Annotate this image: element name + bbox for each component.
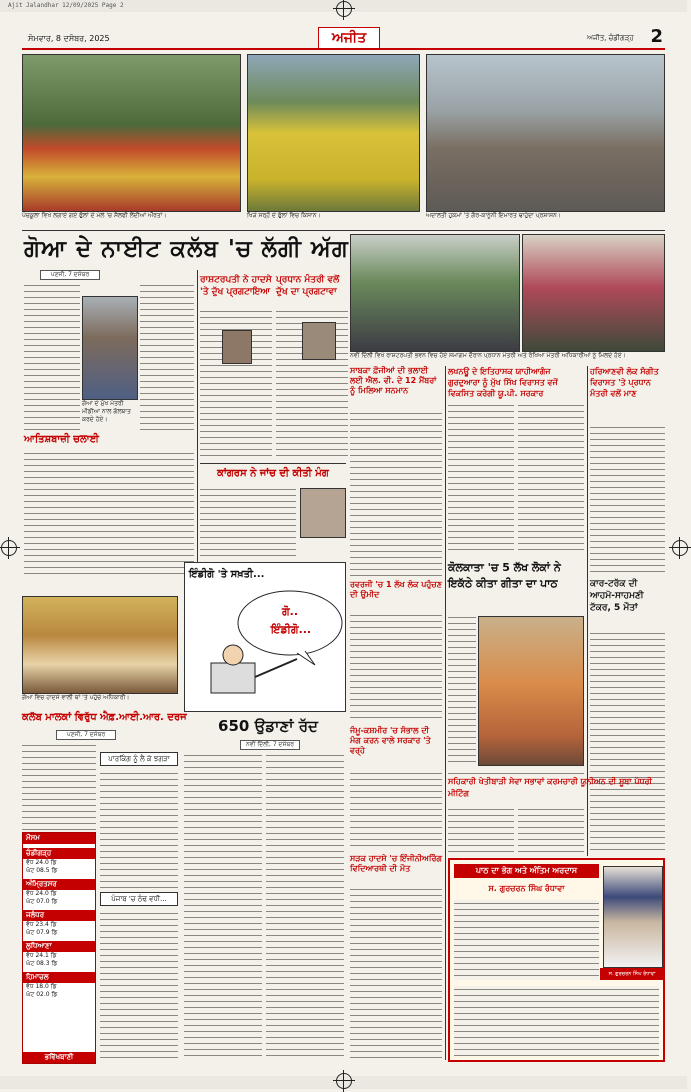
ceremony-caption: ਨਵੀਂ ਦਿੱਲੀ ਵਿਖੇ ਰਾਸ਼ਟਰਪਤੀ ਭਵਨ ਵਿਚ ਹੋਏ ਸਮਾਗਮ ਦੌਰਾਨ ਪ੍ਰਧਾਨ ਮੰਤਰੀ ਅਤੇ ਰੱਖਿਆ ਮੰਤਰੀ ਅਧਿਕਾਰੀਆਂ ਨੂੰ ਮਿਲਦੇ ਹੋਏ।: [350, 352, 665, 362]
ad-body-1: [454, 900, 599, 980]
flights-body-col-2: [266, 752, 344, 1060]
col-a-body-1: [350, 410, 442, 576]
gita-path-photo: [478, 616, 584, 766]
cartoon-title: ਇੰਡੀਗੋ 'ਤੇ ਸਖ਼ਤੀ...: [189, 569, 265, 580]
weather-city-name: ਲੁਧਿਆਣਾ: [23, 941, 95, 952]
club-case-byline: ਪਣਜੀ, 7 ਦਸੰਬਰ: [56, 730, 116, 740]
flights-headline: 650 ਉਡਾਣਾਂ ਰੱਦ: [218, 717, 318, 735]
weather-min: ਘੱਟ 07.9 ਡਿ: [26, 929, 58, 936]
president-headline: ਰਾਸ਼ਟਰਪਤੀ ਨੇ ਹਾਦਸੇ 'ਤੇ ਦੁੱਖ ਪ੍ਰਗਟਾਇਆ: [200, 275, 272, 297]
section-rule: [22, 230, 665, 231]
lead-body-col-1: [24, 282, 80, 432]
club-case-body-1: [22, 742, 96, 830]
col-c-body-1: [590, 424, 665, 574]
weather-min: ਘੱਟ 08.5 ਡਿ: [26, 867, 58, 874]
col-a-subhead-1: ਰਵਰਜੀ 'ਚ 1 ਲੱਖ ਲੋਕ ਪਹੁੰਚਣ ਦੀ ਉਮੀਦ: [350, 580, 442, 599]
demolition-photo: [426, 54, 665, 212]
col-a-body-4: [350, 886, 442, 1060]
lead-byline: ਪਣਜੀ, 7 ਦਸੰਬਰ: [40, 270, 100, 280]
flights-body-col-1: [184, 752, 262, 1060]
flower-show-caption: ਪੰਚਕੂਲਾ ਵਿਖੇ ਲਗਾਏ ਗਏ ਫੁੱਲਾਂ ਦੇ ਮੇਲੇ 'ਚ ਸੈਲਫੀ ਲੈਂਦੀਆਂ ਔਰਤਾਂ।: [22, 212, 241, 228]
page-header: [22, 26, 665, 50]
column-rule: [197, 270, 198, 570]
union-body-1: [448, 806, 514, 854]
ad-title: ਪਾਠ ਦਾ ਭੋਗ ਅਤੇ ਅੰਤਿਮ ਅਰਦਾਸ: [454, 864, 599, 878]
pm-headline: ਪ੍ਰਧਾਨ ਮੰਤਰੀ ਵਲੋਂ ਦੁੱਖ ਦਾ ਪ੍ਰਗਟਾਵਾ: [276, 275, 340, 297]
lead-headline: ਗੋਆ ਦੇ ਨਾਈਟ ਕਲੱਬ 'ਚ ਲੱਗੀ ਅੱਗ: [24, 236, 349, 262]
col-a-body-2: [350, 612, 442, 722]
registration-mark-left: [1, 540, 17, 556]
ad-portrait: [603, 866, 663, 968]
union-headline: ਸਹਿਕਾਰੀ ਖੇਤੀਬਾੜੀ ਸੇਵਾ ਸਭਾਵਾਂ ਕਰਮਚਾਰੀ ਯੂਨੀਅਨ ਦੀ ਸੂਬਾ ਪੱਧਰੀ ਮੀਟਿੰਗ: [448, 777, 652, 798]
obituary-ad: [448, 858, 665, 1062]
weather-min: ਘੱਟ 08.3 ਡਿ: [26, 960, 58, 967]
registration-mark-right: [672, 540, 688, 556]
goa-cm-caption: ਗੋਆ ਦੇ ਮੁੱਖ ਮੰਤਰੀ ਮੀਡੀਆ ਨਾਲ ਗੱਲਬਾਤ ਕਰਦੇ ਹੋਏ।: [82, 400, 138, 416]
ad-portrait-caption: ਸ. ਗੁਰਚਰਨ ਸਿੰਘ ਰੰਧਾਵਾ: [600, 968, 664, 980]
flower-show-photo: [22, 54, 241, 212]
col-b-body-1: [448, 402, 514, 554]
column-rule: [445, 366, 446, 1060]
weather-city-name: ਜਲੰਧਰ: [23, 910, 95, 921]
weather-box: [22, 832, 96, 1064]
weather-max: ਵੱਧ 24.1 ਡਿ: [26, 952, 57, 959]
demolition-caption: ਅਦਾਲਤੀ ਹੁਕਮਾਂ 'ਤੇ ਗੈਰ-ਕਾਨੂੰਨੀ ਇਮਾਰਤ ਢਾਹੁੰਦਾ ਪ੍ਰਸ਼ਾਸਨ।: [426, 212, 665, 228]
weather-max: ਵੱਧ 24.0 ਡਿ: [26, 890, 57, 897]
kolkata-rule: [448, 770, 584, 774]
cold-box: ਪੰਜਾਬ 'ਚ ਠੰਢ ਵਧੀ...: [100, 892, 178, 906]
pm-ceremony-photo: [350, 234, 520, 352]
flights-byline: ਨਵੀਂ ਦਿੱਲੀ, 7 ਦਸੰਬਰ: [240, 740, 300, 750]
col-c-subhead: ਕਾਰ-ਟਰੱਕ ਦੀ ਆਹਮੋ-ਸਾਹਮਣੀ ਟੱਕਰ, 5 ਮੌਤਾਂ: [590, 579, 644, 613]
kolkata-body: [448, 614, 476, 766]
pm-photo: [302, 322, 336, 360]
cartoon-panel: [184, 562, 346, 712]
col-a-subhead-3: ਸੜਕ ਹਾਦਸੇ 'ਚ ਇੰਜੀਨੀਅਰਿੰਗ ਵਿਦਿਆਰਥੀ ਦੀ ਮੌਤ: [350, 854, 443, 873]
ad-body-2: [454, 986, 659, 1056]
page-city: ਅਜੀਤ, ਚੰਡੀਗੜ੍ਹ: [587, 34, 634, 42]
col-a-headline: ਸਾਬਕਾ ਫ਼ੌਜੀਆਂ ਦੀ ਭਲਾਈ ਲਈ ਐਲ. ਵੀ. ਦੇ 12 ਮੈਂਬਰਾਂ ਨੂੰ ਮਿਲਿਆ ਸਨਮਾਨ: [350, 366, 437, 395]
club-case-headline: ਕਲੱਬ ਮਾਲਕਾਂ ਵਿਰੁੱਧ ਐਫ਼.ਆਈ.ਆਰ. ਦਰਜ: [22, 712, 187, 723]
goa-cm-photo: [82, 296, 138, 400]
col-b-body-2: [518, 402, 584, 554]
weather-city-name: ਹਿਮਾਚਲ: [23, 972, 95, 983]
registration-mark-top: [336, 1, 352, 17]
weather-max: ਵੱਧ 23.4 ਡਿ: [26, 921, 57, 928]
lead-body-col-3: [24, 450, 194, 574]
page-number: 2: [650, 26, 663, 47]
col-c-body-2: [590, 630, 665, 852]
cartoon-drawing: [185, 563, 347, 713]
weather-max: ਵੱਧ 18.0 ਡਿ: [26, 983, 57, 990]
ad-name: ਸ. ਗੁਰਚਰਨ ਸਿੰਘ ਰੰਧਾਵਾ: [488, 884, 565, 893]
print-slug: Ajit Jalandhar 12/09/2025 Page 2: [0, 0, 687, 12]
weather-city-name: ਅੰਮ੍ਰਿਤਸਰ: [23, 879, 95, 890]
page-date: ਸੋਮਵਾਰ, 8 ਦਸੰਬਰ, 2025: [28, 34, 110, 43]
congress-body: [200, 486, 296, 558]
col-a-body-3: [350, 770, 442, 850]
paper-title: ਅਜੀਤ: [318, 27, 380, 49]
lead-subhead: ਆਤਿਸ਼ਬਾਜ਼ੀ ਚਲਾਈ: [24, 434, 99, 445]
mustard-field-photo: [247, 54, 420, 212]
club-case-body-3: [100, 910, 178, 1060]
lead-body-col-2: [140, 282, 194, 432]
kolkata-headline: ਕੋਲਕਾਤਾ 'ਚ 5 ਲੱਖ ਲੋਕਾਂ ਨੇ ਇਕੱਠੇ ਕੀਤਾ ਗੀਤਾ ਦਾ ਪਾਠ: [448, 561, 561, 590]
section-rule: [200, 463, 346, 464]
weather-title: ਮੌਸਮ: [23, 833, 95, 844]
union-body-2: [518, 806, 584, 854]
col-c-headline: ਹਰਿਆਣਵੀ ਲੋਕ ਸੰਗੀਤ ਵਿਰਾਸਤ 'ਤੇ ਪ੍ਰਧਾਨ ਮੰਤਰੀ ਵਲੋਂ ਮਾਣ: [590, 367, 659, 398]
weather-footer: ਭਵਿੱਖਬਾਣੀ: [23, 1052, 95, 1063]
weather-min: ਘੱਟ 02.0 ਡਿ: [26, 991, 58, 998]
club-case-body-2: [100, 770, 178, 888]
congress-leader-photo: [300, 488, 346, 538]
club-event-caption: ਗੋਆ ਵਿਚ ਹਾਦਸੇ ਵਾਲੀ ਥਾਂ 'ਤੇ ਪਹੁੰਚੇ ਅਧਿਕਾਰੀ।: [22, 694, 178, 704]
col-a-subhead-2: ਜੰਮੂ-ਕਸ਼ਮੀਰ 'ਚ ਸੰਭਾਲ ਦੀ ਮੰਗ ਕਰਨ ਵਾਲੇ ਸਰਕਾਰ 'ਤੇ ਵਰ੍ਹੇ: [350, 726, 431, 755]
weather-list: [23, 848, 95, 999]
cartoon-bubble-line2: ਇੰਡੀਗੋ...: [270, 623, 312, 636]
weather-max: ਵੱਧ 24.0 ਡਿ: [26, 859, 57, 866]
col-b-headline: ਲਖਨਊ ਦੇ ਇਤਿਹਾਸਕ ਯਾਹੀਆਗੰਜ ਗੁਰਦੁਆਰਾ ਨੂੰ ਮੁੱਖ ਸਿੱਖ ਵਿਰਾਸਤ ਵਜੋਂ ਵਿਕਸਿਤ ਕਰੇਗੀ ਯੂ.ਪੀ. ਸਰਕਾਰ: [448, 367, 558, 398]
weather-city-name: ਚੰਡੀਗੜ੍ਹ: [23, 848, 95, 859]
cartoon-bubble-line1: ਗੋ..: [281, 605, 298, 618]
parking-box: ਪਾਰਕਿੰਗ ਨੂੰ ਲੈ ਕੇ ਝਗੜਾ: [100, 752, 178, 766]
mustard-field-caption: ਖਿੜੇ ਸਰ੍ਹੋਂ ਦੇ ਫੁੱਲਾਂ ਵਿਚ ਕਿਸਾਨ।: [247, 212, 420, 228]
club-event-photo: [22, 596, 178, 694]
defence-ceremony-photo: [522, 234, 665, 352]
weather-min: ਘੱਟ 07.0 ਡਿ: [26, 898, 58, 905]
congress-headline: ਕਾਂਗਰਸ ਨੇ ਜਾਂਚ ਦੀ ਕੀਤੀ ਮੰਗ: [217, 468, 329, 479]
registration-mark-bottom: [336, 1073, 352, 1089]
president-photo: [222, 330, 252, 364]
